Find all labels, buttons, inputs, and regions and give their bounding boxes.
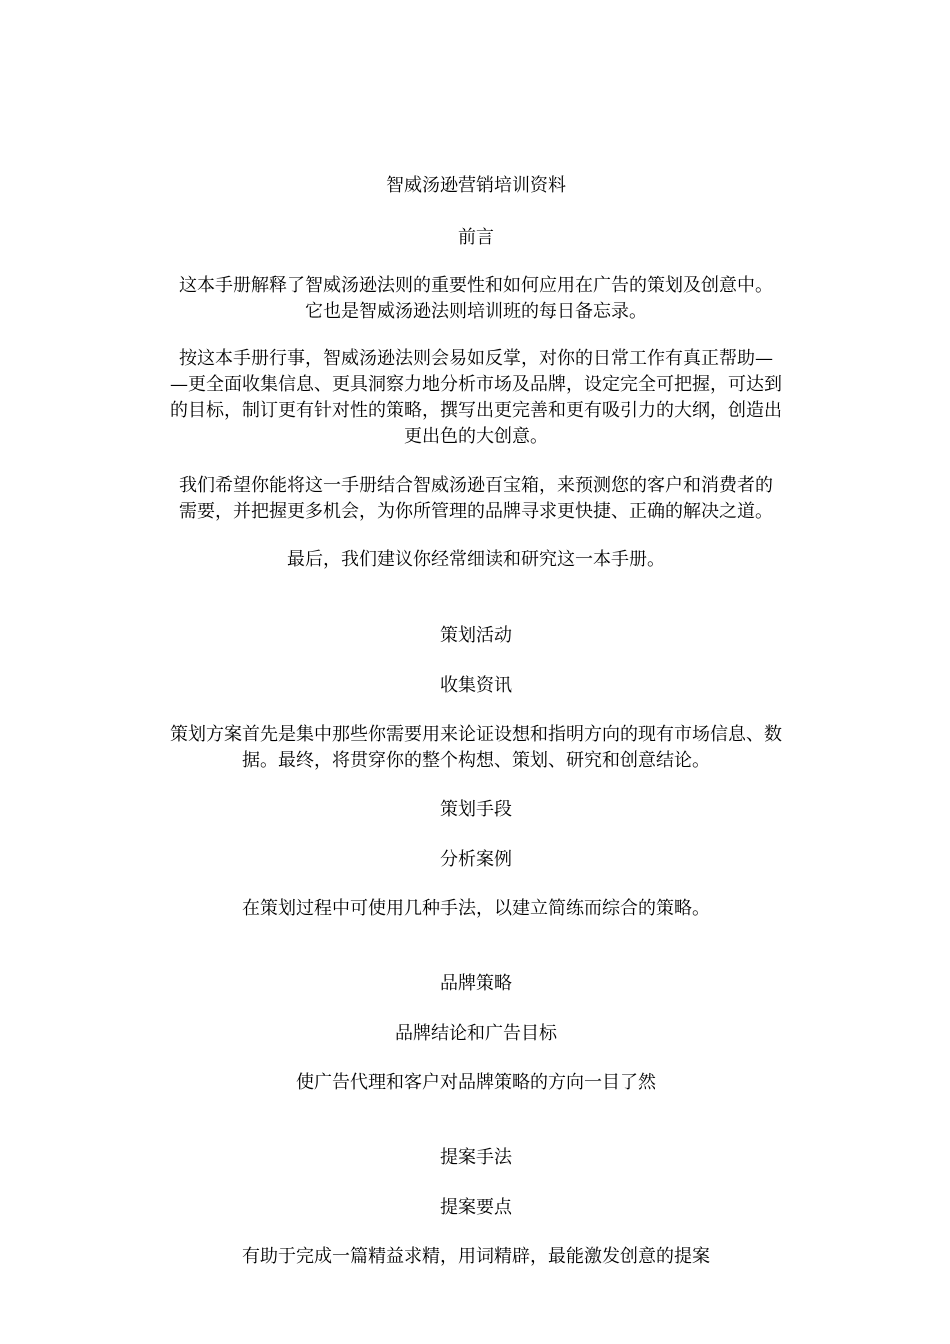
preface-paragraph-2-line-1: 按这本手册行事，智威汤逊法则会易如反掌，对你的日常工作有真正帮助— <box>179 348 773 369</box>
preface-paragraph-2-line-3: 的目标，制订更有针对性的策略，撰写出更完善和更有吸引力的大纲，创造出 <box>170 400 782 421</box>
preface-paragraph-1-line-2: 它也是智威汤逊法则培训班的每日备忘录。 <box>305 301 647 322</box>
section-proposal-heading: 提案手法 <box>440 1147 512 1168</box>
section-proposal-body: 有助于完成一篇精益求精，用词精辟，最能激发创意的提案 <box>242 1246 710 1267</box>
section-brand-heading: 品牌策略 <box>440 973 512 994</box>
preface-paragraph-2-line-4: 更出色的大创意。 <box>404 426 548 447</box>
preface-heading: 前言 <box>458 227 494 248</box>
section-planning-body-line-2: 据。最终，将贯穿你的整个构想、策划、研究和创意结论。 <box>242 750 710 771</box>
preface-paragraph-3-line-2: 需要，并把握更多机会，为你所管理的品牌寻求更快捷、正确的解决之道。 <box>179 501 773 522</box>
section-planning-subheading: 收集资讯 <box>440 675 512 696</box>
preface-paragraph-3-line-1: 我们希望你能将这一手册结合智威汤逊百宝箱，来预测您的客户和消费者的 <box>179 475 773 496</box>
section-planning-heading: 策划活动 <box>440 625 512 646</box>
section-brand-subheading: 品牌结论和广告目标 <box>395 1023 557 1044</box>
section-planning-body-line-1: 策划方案首先是集中那些你需要用来论证设想和指明方向的现有市场信息、数 <box>170 724 782 745</box>
preface-paragraph-2-line-2: —更全面收集信息、更具洞察力地分析市场及品牌，设定完全可把握，可达到 <box>170 374 782 395</box>
preface-paragraph-4: 最后，我们建议你经常细读和研究这一本手册。 <box>287 549 665 570</box>
preface-paragraph-1-line-1: 这本手册解释了智威汤逊法则的重要性和如何应用在广告的策划及创意中。 <box>179 275 773 296</box>
document-title: 智威汤逊营销培训资料 <box>386 175 566 196</box>
section-methods-body: 在策划过程中可使用几种手法，以建立简练而综合的策略。 <box>242 898 710 919</box>
section-proposal-subheading: 提案要点 <box>440 1197 512 1218</box>
section-methods-heading: 策划手段 <box>440 799 512 820</box>
section-methods-subheading: 分析案例 <box>440 849 512 870</box>
section-brand-body: 使广告代理和客户对品牌策略的方向一目了然 <box>296 1072 656 1093</box>
